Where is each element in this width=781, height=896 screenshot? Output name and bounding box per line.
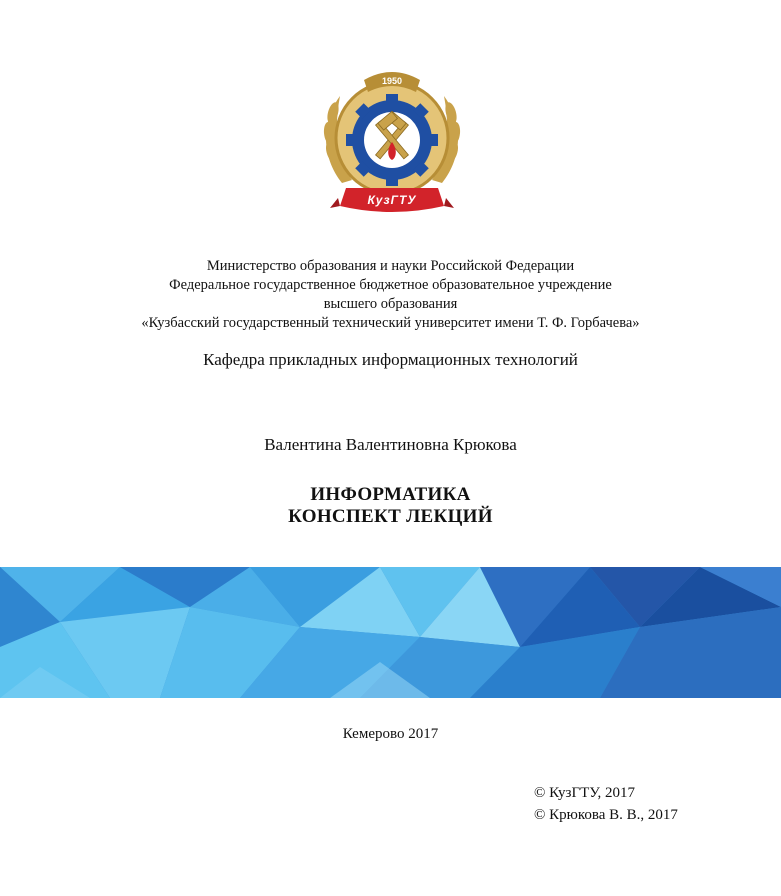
city-year: Кемерово 2017 xyxy=(342,726,439,742)
department-name: Кафедра прикладных информационных технологий xyxy=(203,350,578,369)
header-line-university: «Кузбасский государственный технический университет имени Т. Ф. Горбачева» xyxy=(141,315,640,331)
university-emblem-logo xyxy=(312,58,472,230)
copyright-university: © КузГТУ, 2017 xyxy=(534,785,635,801)
title-line-1: ИНФОРМАТИКА xyxy=(310,484,471,505)
copyright-author: © Крюкова В. В., 2017 xyxy=(534,807,678,823)
title-line-2: КОНСПЕКТ ЛЕКЦИЙ xyxy=(288,506,493,527)
header-line-education-level: высшего образования xyxy=(323,296,458,312)
decorative-polygon-banner xyxy=(0,567,781,698)
logo-year: 1950 xyxy=(381,76,403,86)
document-title xyxy=(0,484,781,528)
ministry-header xyxy=(0,257,781,333)
header-line-ministry: Министерство образования и науки Российской Федерации xyxy=(206,258,575,274)
copyright-block xyxy=(534,782,774,826)
logo-ribbon-text: КузГТУ xyxy=(367,193,417,207)
header-line-institution: Федеральное государственное бюджетное образовательное учреждение xyxy=(169,277,612,293)
author-name: Валентина Валентиновна Крюкова xyxy=(264,435,517,454)
